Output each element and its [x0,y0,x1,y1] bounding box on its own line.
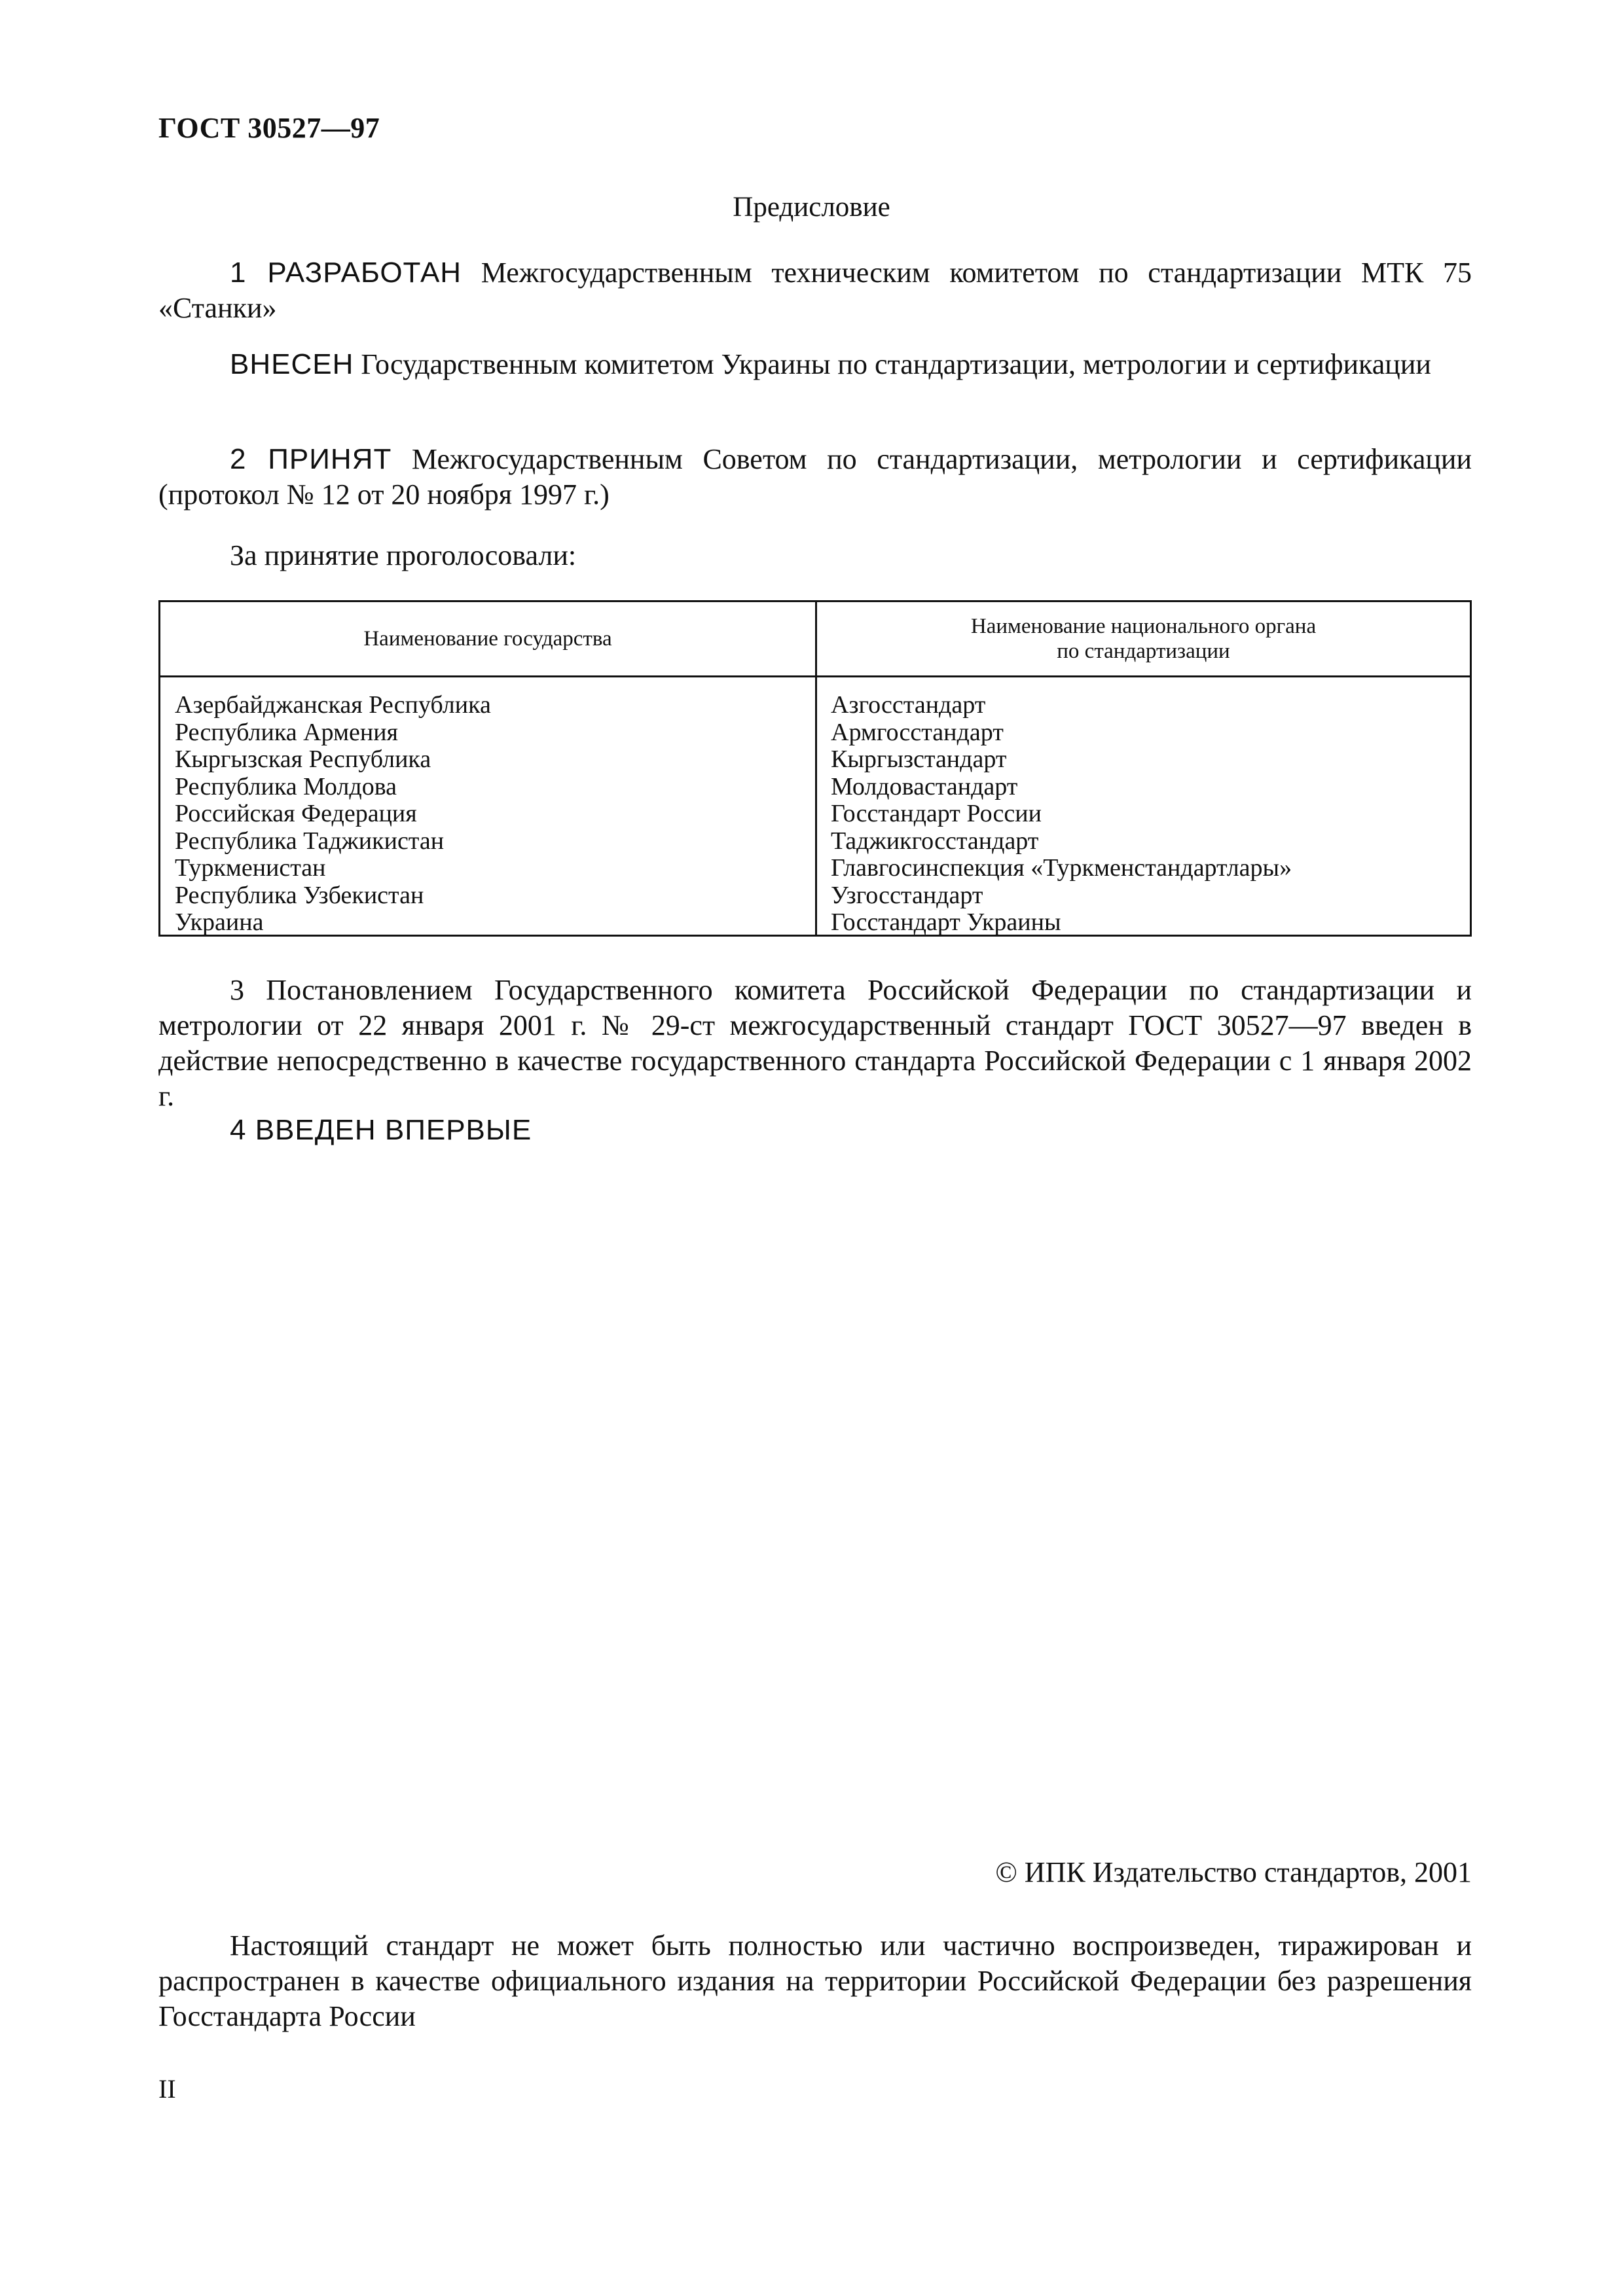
table-header-body-line: по стандартизации [1057,639,1230,663]
page-title: Предисловие [733,192,890,223]
table-cell-state: Азербайджанская Республика [175,691,491,719]
paragraph-lead: 2 ПРИНЯТ [230,443,392,475]
paragraph-lead: ВНЕСЕН [230,348,354,380]
paragraph-lead: 1 РАЗРАБОТАН [230,257,462,289]
table-cell-body: Таджикгосстандарт [831,827,1039,855]
paragraph-submitted-by [158,347,1472,382]
table-header-state [160,602,815,675]
paragraph-text: Межгосударственным техническим комитетом по стандартизации МТК 75 «Станки» [158,257,1472,324]
table-column-bodies [831,692,1459,937]
reproduction-notice: Настоящий стандарт не может быть полностью или частично воспроизведен, тиражирован и распространен в качестве официального издания на территории Российской Федерации без разрешения Госстандарта России [158,1929,1472,2032]
table-cell-body: Молдовастандарт [831,772,1018,800]
table-header-body-line: Наименование национального органа [970,615,1317,638]
table-cell-state: Республика Узбекистан [175,881,424,909]
paragraph-adopted-by [158,442,1472,512]
page-number: II [158,2074,176,2104]
paragraph-text: Государственным комитетом Украины по стандартизации, метрологии и сертификации [354,348,1431,380]
table-cell-body: Узгосстандарт [831,881,983,909]
table-header-state-label: Наименование государства [363,627,612,651]
table-cell-body: Госстандарт Украины [831,908,1061,936]
table-cell-body: Госстандарт России [831,800,1042,827]
standard-code-header: ГОСТ 30527—97 [158,112,380,144]
table-header-standards-body [817,602,1470,675]
paragraph-text: Межгосударственным Советом по стандартизации, метрологии и сертификации (протокол № 12 от 20 ноября 1997 г.) [158,443,1472,511]
paragraph-voted-for: За принятие проголосовали: [230,539,577,571]
table-cell-body: Армгосстандарт [831,718,1004,746]
table-cell-state: Республика Таджикистан [175,827,445,855]
table-column-states [175,692,803,937]
table-cell-state: Республика Молдова [175,772,397,800]
table-cell-state: Украина [175,908,264,936]
table-cell-state: Республика Армения [175,718,399,746]
table-cell-body: Кыргызстандарт [831,745,1007,773]
table-cell-state: Российская Федерация [175,800,417,827]
paragraph-resolution: 3 Постановлением Государственного комитета Российской Федерации по стандартизации и метрологии от 22 января 2001 г. № 29-ст межгосударственный стандарт ГОСТ 30527—97 введен в действие непосредственно в качестве государственного стандарта Российской Федерации с 1 января 2002 г. [158,974,1472,1112]
copyright-notice: © ИПК Издательство стандартов, 2001 [995,1856,1472,1888]
table-cell-state: Кыргызская Республика [175,745,431,773]
paragraph-developed-by [158,255,1472,326]
table-cell-body: Азгосстандарт [831,691,986,719]
table-header-divider [160,675,1470,677]
paragraph-introduced-first: 4 ВВЕДЕН ВПЕРВЫЕ [230,1114,532,1146]
voting-table [158,600,1472,937]
table-cell-state: Туркменистан [175,854,326,882]
table-cell-body: Главгосинспекция «Туркменстандартлары» [831,854,1292,882]
